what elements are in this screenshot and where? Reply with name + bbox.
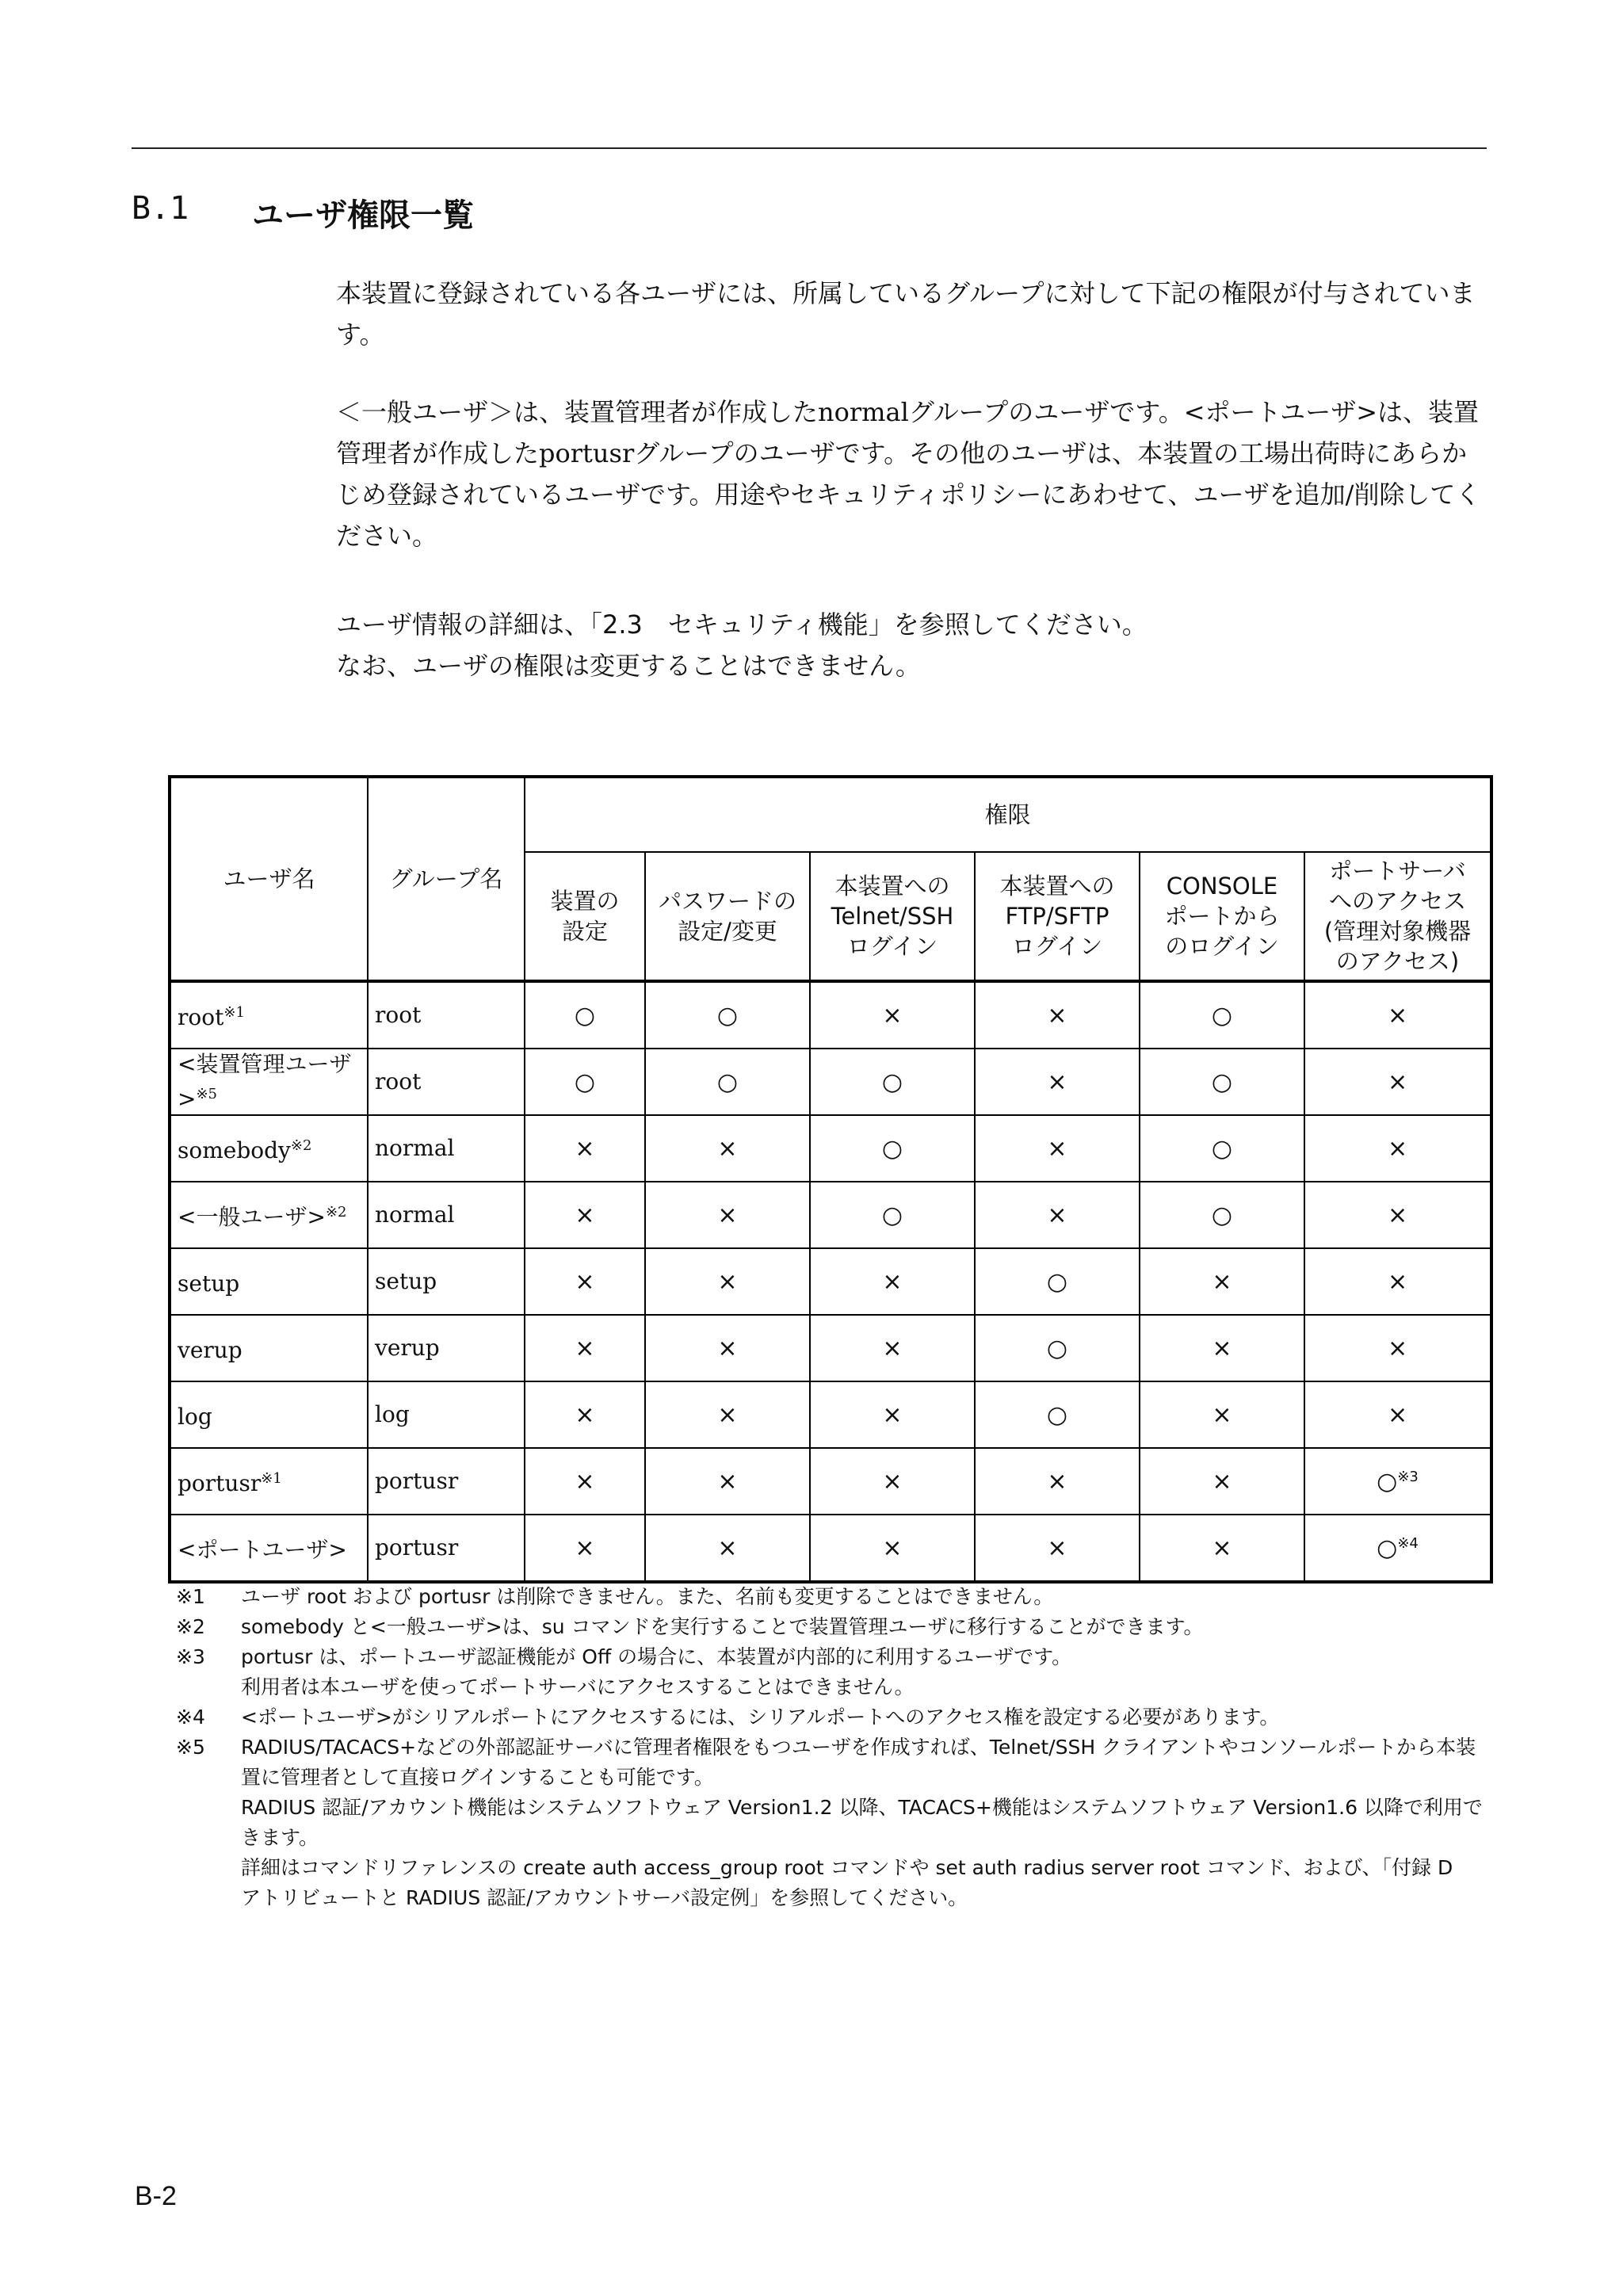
- note-paragraph: なお、ユーザの権限は変更することはできません。: [336, 651, 921, 681]
- permission-mark: ×: [1387, 1400, 1408, 1429]
- header-line: 設定/変更: [678, 918, 777, 945]
- permission-mark-cell: [645, 1182, 810, 1248]
- footnote-line: <ポートユーザ>がシリアルポートにアクセスするには、シリアルポートへのアクセス権を設定する必要があります。: [241, 1706, 1280, 1729]
- user-name-cell: [170, 1448, 368, 1515]
- permission-mark-cell: [525, 1381, 645, 1448]
- permission-mark-cell: [1304, 1182, 1491, 1248]
- permission-mark: ×: [882, 1400, 903, 1429]
- permission-mark-cell: [1304, 1115, 1491, 1182]
- permission-mark-cell: [525, 1448, 645, 1515]
- permission-mark: ×: [882, 1467, 903, 1496]
- permission-mark: ○: [881, 1134, 903, 1163]
- header-rule: [132, 147, 1487, 149]
- table-row: [170, 1049, 1491, 1115]
- permission-mark-cell: [975, 1381, 1140, 1448]
- permissions-table: [168, 775, 1493, 1584]
- permission-mark: ×: [1047, 1068, 1067, 1096]
- header-port-server: [1304, 852, 1491, 981]
- permission-mark: ○: [881, 1068, 903, 1096]
- permission-mark: ×: [1047, 1201, 1067, 1229]
- permission-mark-cell: [975, 1115, 1140, 1182]
- permission-mark-cell: [1304, 1248, 1491, 1315]
- permission-mark: ○: [881, 1201, 903, 1229]
- user-footnote-ref: ※1: [261, 1470, 282, 1487]
- permission-mark: ×: [882, 1267, 903, 1296]
- header-line: へのアクセス: [1328, 888, 1467, 915]
- permission-mark: ○: [716, 1001, 739, 1030]
- group-name-cell: log: [368, 1381, 525, 1448]
- permission-mark-cell: [645, 981, 810, 1049]
- permission-mark: ×: [575, 1400, 595, 1429]
- footnote-body: [241, 1702, 1491, 1733]
- header-line: パスワードの: [658, 888, 796, 915]
- header-line: 装置の: [550, 888, 620, 915]
- user-footnote-ref: ※2: [325, 1204, 347, 1221]
- header-line: のログイン: [1165, 933, 1279, 960]
- user-name-cell: [170, 1515, 368, 1582]
- permission-mark: ×: [1212, 1534, 1232, 1562]
- permission-mark-cell: [525, 1248, 645, 1315]
- footnote-line: somebody と<一般ユーザ>は、su コマンドを実行することで装置管理ユーザに移行することができます。: [241, 1615, 1204, 1638]
- permission-mark: ×: [1212, 1467, 1232, 1496]
- permission-mark: ○: [574, 1001, 596, 1030]
- footnote-line: 利用者は本ユーザを使ってポートサーバにアクセスすることはできません。: [241, 1675, 915, 1698]
- permission-mark-cell: [810, 1515, 975, 1582]
- reference-suffix: 」を参照してください。: [868, 609, 1148, 640]
- permission-mark-cell: [810, 1248, 975, 1315]
- permission-mark: ×: [1387, 1134, 1408, 1163]
- table-body: [170, 981, 1491, 1582]
- user-name: <一般ユーザ>: [178, 1204, 326, 1230]
- permission-mark: ×: [1212, 1334, 1232, 1362]
- header-permissions: 権限: [525, 777, 1491, 852]
- permission-mark: ×: [717, 1267, 738, 1296]
- table-row: [170, 1381, 1491, 1448]
- permission-mark: ○: [716, 1068, 739, 1096]
- permission-mark: ×: [1212, 1400, 1232, 1429]
- permission-mark-cell: [525, 1049, 645, 1115]
- section-title: ユーザ権限一覧: [252, 197, 474, 234]
- permission-mark: ×: [882, 1001, 903, 1030]
- permission-mark-cell: [810, 1448, 975, 1515]
- permission-mark: ○: [1046, 1400, 1068, 1429]
- permission-mark: ×: [1387, 1068, 1408, 1096]
- permission-mark-cell: [1140, 1182, 1304, 1248]
- permission-mark: ○: [574, 1068, 596, 1096]
- permission-mark-cell: [1140, 1049, 1304, 1115]
- permission-mark-cell: [1140, 1115, 1304, 1182]
- table-row: [170, 981, 1491, 1049]
- header-password-change: [645, 852, 810, 981]
- permission-mark: ○: [1046, 1267, 1068, 1296]
- footnotes: [176, 1582, 1491, 1913]
- permission-mark-cell: [975, 1182, 1140, 1248]
- permission-mark-cell: [1140, 1315, 1304, 1381]
- permission-mark-cell: [645, 1049, 810, 1115]
- groups-paragraph: ＜一般ユーザ＞は、装置管理者が作成したnormalグループのユーザです。<ポートユーザ>は、装置管理者が作成したportusrグループのユーザです。その他のユーザは、本装置の工場出荷時にあらかじめ登録されているユーザです。用途やセキュリティポリシーにあわせて、ユーザを追加/削除してください。: [336, 397, 1481, 551]
- footnote-body: [241, 1582, 1491, 1612]
- footnote-line: RADIUS/TACACS+などの外部認証サーバに管理者権限をもつユーザを作成すれば、Telnet/SSH クライアントやコンソールポートから本装置に管理者として直接ログインすることも可能です。: [241, 1736, 1476, 1789]
- permission-mark: ×: [575, 1267, 595, 1296]
- permission-mark: ×: [1212, 1267, 1232, 1296]
- permission-mark-cell: [645, 1248, 810, 1315]
- permission-mark: ○: [1211, 1201, 1233, 1229]
- footnote-body: [241, 1733, 1491, 1913]
- footnote-mark: ※3: [176, 1645, 205, 1668]
- permission-mark-cell: [810, 981, 975, 1049]
- permission-mark: ○: [1377, 1467, 1398, 1496]
- permission-mark-cell: [1304, 1315, 1491, 1381]
- user-name-cell: [170, 1115, 368, 1182]
- user-name: root: [178, 1004, 224, 1030]
- permission-mark-cell: [810, 1182, 975, 1248]
- footnote: [176, 1702, 1491, 1733]
- permission-mark-cell: [645, 1315, 810, 1381]
- permission-mark-cell: [645, 1381, 810, 1448]
- footnote-line: RADIUS 認証/アカウント機能はシステムソフトウェア Version1.2 以降、TACACS+機能はシステムソフトウェア Version1.6 以降で利用できます。: [241, 1796, 1483, 1849]
- table-row: [170, 1115, 1491, 1182]
- group-name-cell: setup: [368, 1248, 525, 1315]
- header-line: ポートサーバ: [1329, 858, 1466, 884]
- permission-mark-cell: [645, 1515, 810, 1582]
- user-name: log: [178, 1404, 212, 1430]
- table-row: [170, 1515, 1491, 1582]
- permission-mark: ×: [1047, 1134, 1067, 1163]
- footnote: [176, 1642, 1491, 1702]
- footnote: [176, 1582, 1491, 1612]
- header-line: 本装置への: [999, 873, 1115, 900]
- permission-mark-cell: [975, 1248, 1140, 1315]
- permission-mark: ×: [1387, 1267, 1408, 1296]
- user-name: setup: [178, 1270, 240, 1297]
- section-number: B.1: [132, 190, 189, 227]
- user-name: portusr: [178, 1470, 262, 1496]
- table-row: [170, 1448, 1491, 1515]
- permission-mark: ×: [717, 1534, 738, 1562]
- header-line: CONSOLE: [1166, 873, 1278, 900]
- header-ftp-sftp: [975, 852, 1140, 981]
- permission-mark-cell: [810, 1381, 975, 1448]
- header-line: ログイン: [846, 933, 938, 960]
- permission-mark-cell: [1140, 1381, 1304, 1448]
- group-name-cell: portusr: [368, 1515, 525, 1582]
- user-name: <装置管理ユーザ>: [178, 1051, 352, 1112]
- permission-mark-cell: [525, 1115, 645, 1182]
- permission-mark-cell: [645, 1115, 810, 1182]
- permission-mark: ×: [575, 1467, 595, 1496]
- header-console: [1140, 852, 1304, 981]
- user-name-cell: [170, 1381, 368, 1448]
- footnote-mark: ※2: [176, 1615, 205, 1638]
- user-name: somebody: [178, 1137, 291, 1163]
- permission-mark-cell: [645, 1448, 810, 1515]
- permission-mark: ×: [1047, 1467, 1067, 1496]
- permission-mark: ○: [1211, 1068, 1233, 1096]
- permission-mark-cell: [1304, 1448, 1491, 1515]
- reference-prefix: ユーザ情報の詳細は、「: [336, 609, 603, 640]
- permission-mark-cell: [810, 1315, 975, 1381]
- permission-mark-cell: [975, 1515, 1140, 1582]
- permission-mark-cell: [525, 981, 645, 1049]
- permission-mark-cell: [1304, 1515, 1491, 1582]
- footnote-body: [241, 1642, 1491, 1702]
- footnote-line: portusr は、ポートユーザ認証機能が Off の場合に、本装置が内部的に利用するユーザです。: [241, 1645, 1072, 1668]
- user-footnote-ref: ※2: [290, 1137, 312, 1154]
- footnote-body: [241, 1612, 1491, 1642]
- permission-mark: ○: [1046, 1334, 1068, 1362]
- group-name-cell: root: [368, 1049, 525, 1115]
- permission-mark: ×: [717, 1334, 738, 1362]
- permission-mark: ×: [1387, 1201, 1408, 1229]
- permission-mark: ×: [1387, 1001, 1408, 1030]
- footnote: [176, 1733, 1491, 1913]
- permission-mark-cell: [1140, 1515, 1304, 1582]
- permission-mark: ×: [575, 1201, 595, 1229]
- user-footnote-ref: ※5: [196, 1086, 218, 1102]
- user-name-cell: [170, 981, 368, 1049]
- reference-paragraph: [336, 604, 1487, 645]
- user-footnote-ref: ※1: [223, 1004, 245, 1021]
- permission-mark: ×: [717, 1400, 738, 1429]
- group-name-cell: normal: [368, 1115, 525, 1182]
- footnote-line: ユーザ root および portusr は削除できません。また、名前も変更することはできません。: [241, 1585, 1054, 1608]
- table-row: [170, 1248, 1491, 1315]
- permission-mark-cell: [1140, 981, 1304, 1049]
- permission-mark: ○: [1211, 1001, 1233, 1030]
- user-name: verup: [178, 1337, 242, 1363]
- permission-mark-cell: [1304, 1381, 1491, 1448]
- permission-mark-cell: [1140, 1248, 1304, 1315]
- group-name-cell: root: [368, 981, 525, 1049]
- footnote-mark: ※4: [176, 1706, 205, 1729]
- user-name-cell: [170, 1315, 368, 1381]
- mark-footnote-ref: ※4: [1397, 1534, 1419, 1552]
- mark-footnote-ref: ※3: [1397, 1468, 1419, 1485]
- header-telnet-ssh: [810, 852, 975, 981]
- group-name-cell: verup: [368, 1315, 525, 1381]
- header-line: ポートから: [1164, 903, 1280, 930]
- header-line: 設定: [561, 918, 608, 945]
- header-line: (管理対象機器: [1323, 918, 1472, 945]
- permission-mark: ×: [1047, 1534, 1067, 1562]
- table-row: [170, 1182, 1491, 1248]
- permission-mark-cell: [975, 1049, 1140, 1115]
- permission-mark-cell: [1304, 1049, 1491, 1115]
- permission-mark: ×: [1047, 1001, 1067, 1030]
- page-number: B-2: [135, 2181, 177, 2211]
- footnote-mark: ※1: [176, 1585, 205, 1608]
- permission-mark-cell: [525, 1315, 645, 1381]
- footnote: [176, 1612, 1491, 1642]
- permission-mark: ×: [717, 1201, 738, 1229]
- permission-mark: ×: [717, 1467, 738, 1496]
- permission-mark-cell: [810, 1049, 975, 1115]
- permission-mark-cell: [975, 981, 1140, 1049]
- header-user: ユーザ名: [170, 777, 368, 981]
- user-name-cell: [170, 1049, 368, 1115]
- header-line: 本装置への: [834, 873, 950, 900]
- footnote-mark: ※5: [176, 1736, 205, 1759]
- header-line: ログイン: [1011, 933, 1103, 960]
- user-name-cell: [170, 1182, 368, 1248]
- header-line: FTP/SFTP: [1005, 903, 1109, 930]
- user-name-cell: [170, 1248, 368, 1315]
- group-name-cell: normal: [368, 1182, 525, 1248]
- user-name: <ポートユーザ>: [178, 1537, 347, 1563]
- header-group: グループ名: [368, 777, 525, 981]
- permission-mark-cell: [525, 1182, 645, 1248]
- permission-mark-cell: [975, 1315, 1140, 1381]
- permission-mark: ×: [575, 1334, 595, 1362]
- permission-mark-cell: [975, 1448, 1140, 1515]
- permission-mark: ○: [1377, 1534, 1398, 1562]
- permission-mark: ×: [882, 1334, 903, 1362]
- permission-mark: ×: [717, 1134, 738, 1163]
- permission-mark: ×: [1387, 1334, 1408, 1362]
- header-line: のアクセス): [1335, 948, 1460, 975]
- section-reference-link[interactable]: 2.3 セキュリティ機能: [602, 609, 869, 640]
- permission-mark-cell: [1304, 981, 1491, 1049]
- permission-mark-cell: [810, 1115, 975, 1182]
- header-device-settings: [525, 852, 645, 981]
- intro-paragraph: 本装置に登録されている各ユーザには、所属しているグループに対して下記の権限が付与されています。: [336, 278, 1476, 350]
- permission-mark: ○: [1211, 1134, 1233, 1163]
- permission-mark: ×: [575, 1534, 595, 1562]
- permission-mark-cell: [1140, 1448, 1304, 1515]
- permission-mark: ×: [882, 1534, 903, 1562]
- permission-mark-cell: [525, 1515, 645, 1582]
- permission-mark: ×: [575, 1134, 595, 1163]
- header-line: Telnet/SSH: [831, 903, 954, 930]
- table-row: [170, 1315, 1491, 1381]
- footnote-line: 詳細はコマンドリファレンスの create auth access_group root コマンドや set auth radius server root コマンド、および、「付録 D アトリビュートと RADIUS 認証/アカウントサーバ設定例」を参照してください。: [241, 1856, 1473, 1909]
- group-name-cell: portusr: [368, 1448, 525, 1515]
